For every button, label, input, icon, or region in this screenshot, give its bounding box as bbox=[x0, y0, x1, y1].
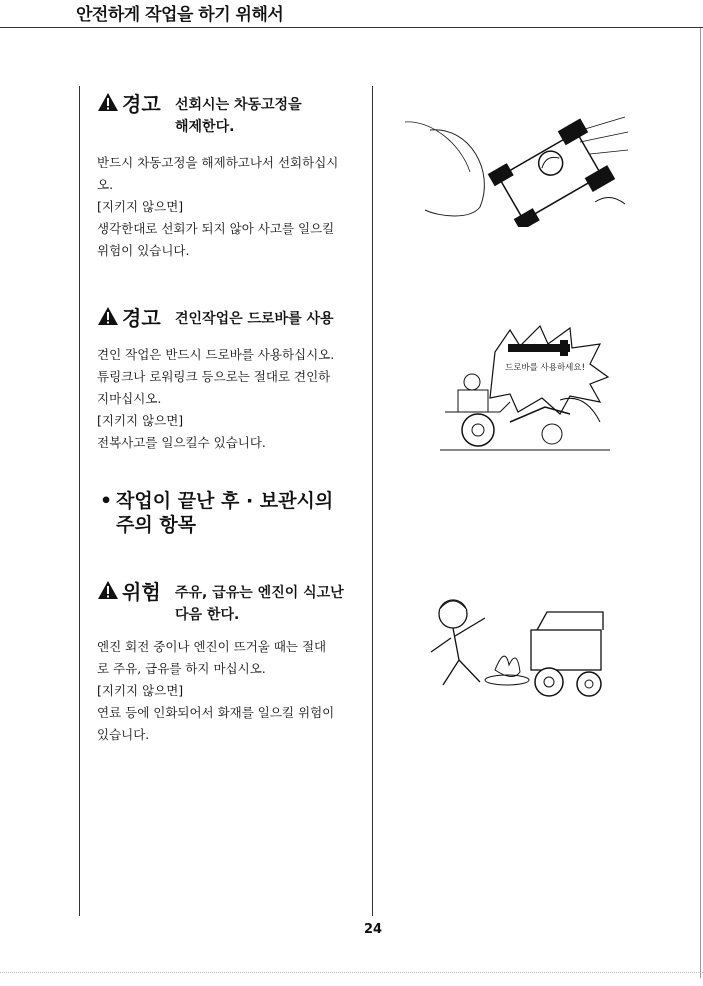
bottom-edge bbox=[0, 972, 703, 973]
body-line: 로 주유, 급유를 하지 마십시오. bbox=[97, 661, 266, 676]
consequence-label: [지키지 않으면] bbox=[97, 199, 184, 214]
right-edge-rule bbox=[700, 28, 701, 978]
warning-body bbox=[97, 636, 359, 746]
consequence-line: 있습니다. bbox=[97, 727, 150, 742]
body-line: 견인 작업은 반드시 드로바를 사용하십시오. bbox=[97, 347, 335, 362]
warning-block-3 bbox=[97, 576, 359, 746]
body-line: 엔진 회전 중이나 엔진이 뜨거울 때는 절대 bbox=[97, 639, 327, 654]
consequence-line: 연료 등에 인화되어서 화재를 일으킬 위험이 bbox=[97, 705, 335, 720]
header-divider bbox=[0, 27, 703, 28]
warning-level: 경고 bbox=[122, 92, 161, 116]
warning-title bbox=[175, 94, 302, 138]
page-number: 24 bbox=[364, 922, 383, 937]
consequence-line: 전복사고를 일으킬수 있습니다. bbox=[97, 435, 266, 450]
speech-bubble-text: 드로바를 사용하세요! bbox=[505, 363, 586, 373]
warning-body bbox=[97, 344, 359, 454]
refuel-fire-illustration bbox=[425, 590, 615, 708]
warning-level: 위험 bbox=[122, 580, 161, 604]
consequence-label: [지키지 않으면] bbox=[97, 413, 184, 428]
warning-title-line: 주유, 급유는 엔진이 식고난 bbox=[175, 585, 344, 601]
warning-title-line: 선회시는 차동고정을 bbox=[175, 97, 302, 113]
warning-triangle-icon bbox=[97, 92, 119, 112]
warning-triangle-icon bbox=[97, 306, 119, 326]
warning-title bbox=[175, 582, 344, 626]
warning-title-line: 해제한다. bbox=[175, 119, 235, 135]
warning-block-1 bbox=[97, 88, 359, 262]
page-title: 안전하게 작업을 하기 위해서 bbox=[76, 5, 284, 25]
warning-level: 경고 bbox=[122, 306, 161, 330]
tractor-turn-illustration bbox=[400, 112, 630, 227]
warning-title-line: 다음 한다. bbox=[175, 607, 240, 623]
column-divider bbox=[372, 86, 373, 916]
warning-triangle-icon bbox=[97, 580, 119, 600]
consequence-line: 위험이 있습니다. bbox=[97, 243, 190, 258]
towing-drawbar-illustration bbox=[440, 322, 610, 454]
consequence-label: [지키지 않으면] bbox=[97, 683, 184, 698]
body-line: 반드시 차동고정을 해제하고나서 선회하십시 bbox=[97, 155, 339, 170]
section-heading-line: 작업이 끝난 후 · 보관시의 bbox=[116, 490, 334, 512]
section-heading-line: 주의 항목 bbox=[116, 514, 197, 536]
warning-block-2 bbox=[97, 302, 359, 454]
warning-body bbox=[97, 152, 359, 262]
body-line: 튜링크나 로워링크 등으로는 절대로 견인하 bbox=[97, 369, 331, 384]
left-margin-rule bbox=[79, 86, 80, 916]
section-bullet: • bbox=[100, 490, 113, 512]
body-line: 지마십시오. bbox=[97, 391, 162, 406]
body-line: 오. bbox=[97, 177, 114, 192]
warning-title-line: 견인작업은 드로바를 사용 bbox=[175, 311, 334, 327]
consequence-line: 생각한대로 선회가 되지 않아 사고를 일으킬 bbox=[97, 221, 335, 236]
warning-title bbox=[175, 308, 334, 330]
